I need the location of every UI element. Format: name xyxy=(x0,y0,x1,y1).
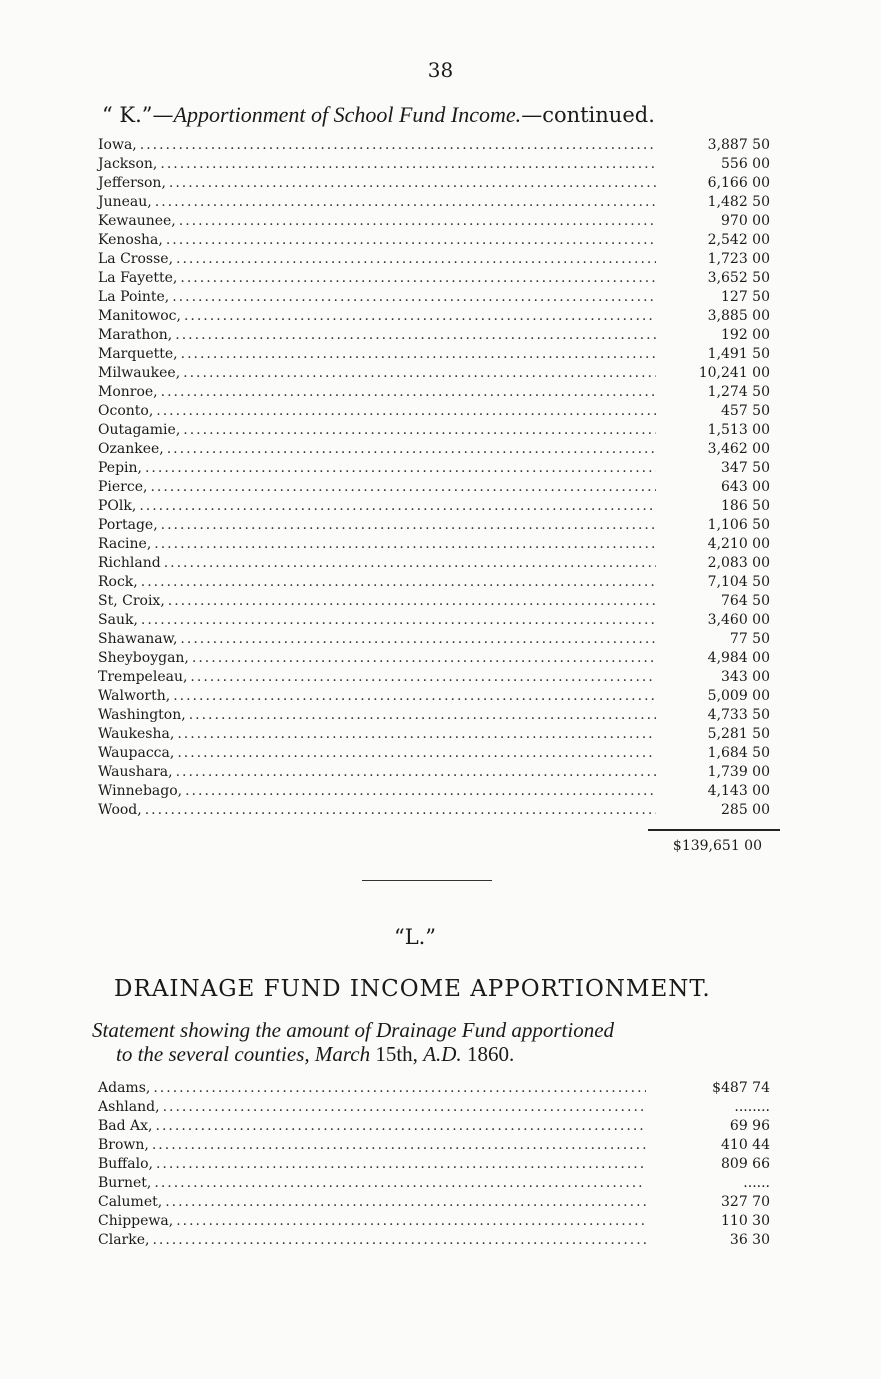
table-row xyxy=(98,688,770,707)
statement-line-2 xyxy=(92,1042,772,1066)
amount: 192 00 xyxy=(721,327,770,343)
leader-dots xyxy=(175,327,656,343)
county-name: La Fayette, xyxy=(98,270,178,286)
table-row xyxy=(98,745,770,764)
leader-dots xyxy=(140,137,656,153)
county-name: Pepin, xyxy=(98,460,142,476)
leader-dots xyxy=(156,403,656,419)
table-row xyxy=(98,365,770,384)
leader-dots xyxy=(164,555,656,571)
table-row xyxy=(98,1080,770,1099)
table-row xyxy=(98,669,770,688)
leader-dots xyxy=(172,289,656,305)
table-row xyxy=(98,403,770,422)
table-row xyxy=(98,346,770,365)
amount: 5,281 50 xyxy=(707,726,770,742)
section-l-label: “L.” xyxy=(393,925,437,949)
county-name: Adams, xyxy=(98,1080,151,1096)
leader-dots xyxy=(139,498,656,514)
leader-dots xyxy=(177,745,656,761)
amount: 4,210 00 xyxy=(707,536,770,552)
table-row xyxy=(98,232,770,251)
table-row xyxy=(98,536,770,555)
section-k-title xyxy=(102,102,767,128)
table-row xyxy=(98,1156,770,1175)
county-name: Ozankee, xyxy=(98,441,164,457)
amount: 556 00 xyxy=(721,156,770,172)
county-name: Buffalo, xyxy=(98,1156,153,1172)
table-row xyxy=(98,270,770,289)
county-name: Oconto, xyxy=(98,403,154,419)
leader-dots xyxy=(161,384,656,400)
amount: 6,166 00 xyxy=(707,175,770,191)
amount: 127 50 xyxy=(721,289,770,305)
section-k-label: “ K.”— xyxy=(102,103,174,127)
table-row xyxy=(98,194,770,213)
county-name: Trempeleau, xyxy=(98,669,188,685)
county-name: Monroe, xyxy=(98,384,158,400)
table-row xyxy=(98,213,770,232)
table-row xyxy=(98,1175,770,1194)
drainage-statement xyxy=(92,1018,772,1066)
county-name: Chippewa, xyxy=(98,1213,174,1229)
leader-dots xyxy=(145,460,656,476)
table-row xyxy=(98,137,770,156)
county-name: Marquette, xyxy=(98,346,178,362)
table-row xyxy=(98,384,770,403)
table-row xyxy=(98,1118,770,1137)
table-row xyxy=(98,251,770,270)
amount: 1,723 00 xyxy=(707,251,770,267)
amount: 1,491 50 xyxy=(707,346,770,362)
section-divider xyxy=(362,880,492,881)
table-row xyxy=(98,726,770,745)
county-name: Racine, xyxy=(98,536,152,552)
drainage-heading: DRAINAGE FUND INCOME APPORTIONMENT. xyxy=(114,976,711,1002)
county-name: La Crosse, xyxy=(98,251,174,267)
leader-dots xyxy=(160,156,656,172)
table-row xyxy=(98,156,770,175)
amount: 110 30 xyxy=(721,1213,770,1229)
amount: 1,513 00 xyxy=(707,422,770,438)
table-row xyxy=(98,574,770,593)
table-row xyxy=(98,802,770,821)
leader-dots xyxy=(150,479,656,495)
county-name: Rock, xyxy=(98,574,138,590)
county-name: Walworth, xyxy=(98,688,171,704)
amount: 3,460 00 xyxy=(707,612,770,628)
leader-dots xyxy=(153,1080,646,1096)
leader-dots xyxy=(183,422,656,438)
leader-dots xyxy=(173,688,656,704)
county-name: Shawanaw, xyxy=(98,631,178,647)
table-row xyxy=(98,1232,770,1251)
table-row xyxy=(98,612,770,631)
leader-dots xyxy=(165,1194,646,1210)
leader-dots xyxy=(177,726,656,742)
leader-dots xyxy=(155,194,656,210)
table-row xyxy=(98,460,770,479)
amount: 3,652 50 xyxy=(707,270,770,286)
amount: 7,104 50 xyxy=(707,574,770,590)
county-name: Ashland, xyxy=(98,1099,160,1115)
table-row xyxy=(98,1099,770,1118)
leader-dots xyxy=(156,1118,646,1134)
amount: 1,106 50 xyxy=(707,517,770,533)
statement-year: 1860. xyxy=(461,1042,515,1066)
statement-era: A.D. xyxy=(423,1042,462,1066)
leader-dots xyxy=(181,346,656,362)
amount: 3,887 50 xyxy=(707,137,770,153)
table-row xyxy=(98,308,770,327)
amount: 410 44 xyxy=(721,1137,770,1153)
amount: 69 96 xyxy=(729,1118,770,1134)
school-fund-total: $139,651 00 xyxy=(672,838,762,854)
amount: 77 50 xyxy=(729,631,770,647)
leader-dots xyxy=(154,536,656,552)
amount: 10,241 00 xyxy=(698,365,770,381)
amount: 2,083 00 xyxy=(707,555,770,571)
county-name: Marathon, xyxy=(98,327,173,343)
leader-dots xyxy=(152,1232,646,1248)
table-row xyxy=(98,422,770,441)
county-name: Iowa, xyxy=(98,137,137,153)
amount: 347 50 xyxy=(721,460,770,476)
amount: 343 00 xyxy=(721,669,770,685)
table-row xyxy=(98,327,770,346)
leader-dots xyxy=(141,612,656,628)
county-name: Wood, xyxy=(98,802,142,818)
amount: 970 00 xyxy=(721,213,770,229)
county-name: Brown, xyxy=(98,1137,149,1153)
section-k-heading: Apportionment of School Fund Income. xyxy=(173,102,522,127)
page-number: 38 xyxy=(427,58,454,82)
county-name: Waupacca, xyxy=(98,745,175,761)
amount: 3,885 00 xyxy=(707,308,770,324)
statement-day: 15th, xyxy=(370,1042,424,1066)
leader-dots xyxy=(167,441,656,457)
county-name: Winnebago, xyxy=(98,783,183,799)
table-row xyxy=(98,555,770,574)
county-name: Waushara, xyxy=(98,764,173,780)
amount: 36 30 xyxy=(729,1232,770,1248)
leader-dots xyxy=(169,175,656,191)
amount: ...... xyxy=(743,1175,770,1191)
county-name: Sauk, xyxy=(98,612,138,628)
amount: 4,733 50 xyxy=(707,707,770,723)
county-name: La Pointe, xyxy=(98,289,170,305)
county-name: POlk, xyxy=(98,498,137,514)
table-row xyxy=(98,764,770,783)
school-fund-table xyxy=(98,137,770,821)
leader-dots xyxy=(184,308,656,324)
amount: 1,739 00 xyxy=(707,764,770,780)
county-name: Kewaunee, xyxy=(98,213,176,229)
amount: 3,462 00 xyxy=(707,441,770,457)
county-name: Milwaukee, xyxy=(98,365,181,381)
leader-dots xyxy=(156,1156,646,1172)
amount: $487 74 xyxy=(712,1080,770,1096)
county-name: Outagamie, xyxy=(98,422,181,438)
table-row xyxy=(98,289,770,308)
county-name: Richland xyxy=(98,555,161,571)
amount: 5,009 00 xyxy=(707,688,770,704)
drainage-fund-table xyxy=(98,1080,770,1251)
county-name: Calumet, xyxy=(98,1194,163,1210)
county-name: Washington, xyxy=(98,707,186,723)
amount: 4,143 00 xyxy=(707,783,770,799)
amount: 285 00 xyxy=(721,802,770,818)
amount: 186 50 xyxy=(721,498,770,514)
leader-dots xyxy=(192,650,656,666)
amount: 809 66 xyxy=(721,1156,770,1172)
amount: 4,984 00 xyxy=(707,650,770,666)
county-name: Burnet, xyxy=(98,1175,152,1191)
statement-line-2a: to the several counties, xyxy=(116,1042,315,1066)
leader-dots xyxy=(180,270,656,286)
table-row xyxy=(98,783,770,802)
table-row xyxy=(98,498,770,517)
county-name: Jackson, xyxy=(98,156,158,172)
amount: 327 70 xyxy=(721,1194,770,1210)
table-row xyxy=(98,479,770,498)
section-k-suffix: —continued. xyxy=(521,103,655,127)
total-rule xyxy=(648,829,780,831)
leader-dots xyxy=(190,669,656,685)
county-name: Portage, xyxy=(98,517,158,533)
table-row xyxy=(98,650,770,669)
table-row xyxy=(98,441,770,460)
county-name: Kenosha, xyxy=(98,232,163,248)
amount: ........ xyxy=(734,1099,770,1115)
amount: 1,684 50 xyxy=(707,745,770,761)
amount: 1,274 50 xyxy=(707,384,770,400)
leader-dots xyxy=(141,574,656,590)
table-row xyxy=(98,631,770,650)
leader-dots xyxy=(145,802,656,818)
statement-line-1: Statement showing the amount of Drainage Fund apportioned xyxy=(92,1018,615,1042)
leader-dots xyxy=(176,1213,646,1229)
table-row xyxy=(98,1137,770,1156)
leader-dots xyxy=(168,593,656,609)
leader-dots xyxy=(180,631,656,647)
table-row xyxy=(98,1213,770,1232)
leader-dots xyxy=(161,517,656,533)
county-name: Juneau, xyxy=(98,194,152,210)
county-name: St, Croix, xyxy=(98,593,165,609)
leader-dots xyxy=(176,764,656,780)
amount: 764 50 xyxy=(721,593,770,609)
county-name: Jefferson, xyxy=(98,175,166,191)
table-row xyxy=(98,175,770,194)
table-row xyxy=(98,707,770,726)
county-name: Sheyboygan, xyxy=(98,650,189,666)
amount: 1,482 50 xyxy=(707,194,770,210)
leader-dots xyxy=(154,1175,646,1191)
table-row xyxy=(98,593,770,612)
leader-dots xyxy=(183,365,656,381)
amount: 457 50 xyxy=(721,403,770,419)
leader-dots xyxy=(189,707,656,723)
amount: 2,542 00 xyxy=(707,232,770,248)
leader-dots xyxy=(163,1099,646,1115)
county-name: Pierce, xyxy=(98,479,148,495)
leader-dots xyxy=(185,783,656,799)
leader-dots xyxy=(166,232,656,248)
county-name: Waukesha, xyxy=(98,726,175,742)
table-row xyxy=(98,1194,770,1213)
county-name: Manitowoc, xyxy=(98,308,181,324)
leader-dots xyxy=(179,213,656,229)
county-name: Clarke, xyxy=(98,1232,150,1248)
table-row xyxy=(98,517,770,536)
leader-dots xyxy=(176,251,656,267)
amount: 643 00 xyxy=(721,479,770,495)
leader-dots xyxy=(152,1137,646,1153)
statement-month: March xyxy=(314,1042,371,1066)
county-name: Bad Ax, xyxy=(98,1118,153,1134)
